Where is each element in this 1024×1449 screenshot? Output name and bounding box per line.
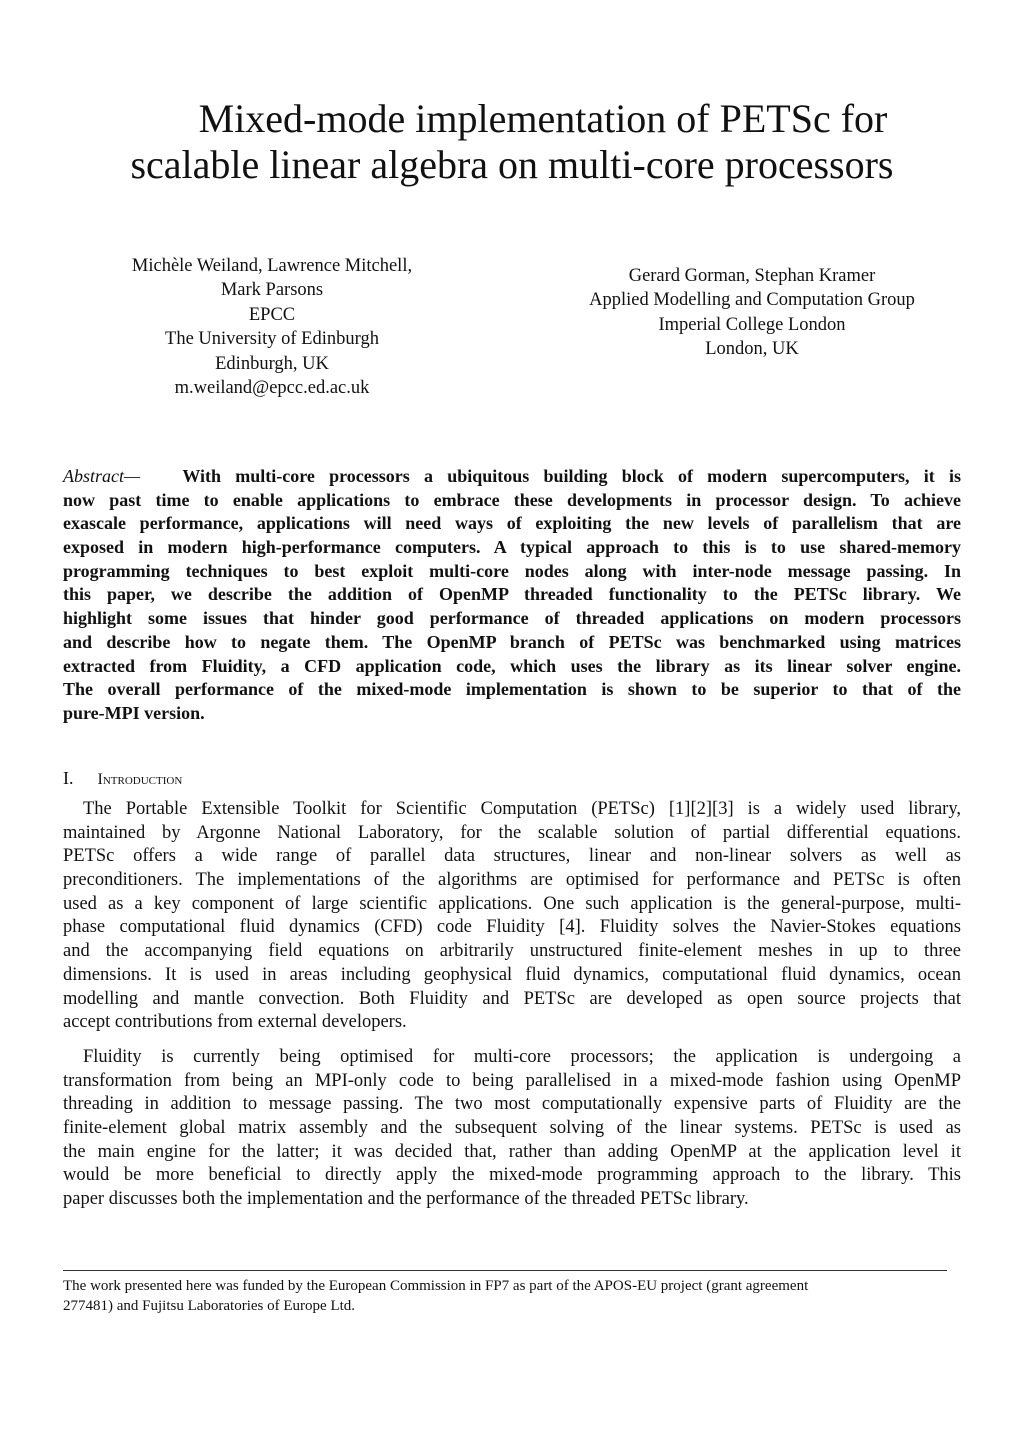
abstract-line: now past time to enable applications to embrace these developments in processor design. To achieve xyxy=(63,489,961,510)
affiliation-line: Imperial College London xyxy=(658,314,846,335)
text-line: accept contributions from external developers. xyxy=(63,1012,407,1033)
abstract-line: The overall performance of the mixed-mode implementation is shown to be superior to that of the xyxy=(63,679,961,700)
abstract xyxy=(63,465,961,726)
paper-title-line-1: Mixed-mode implementation of PETSc for xyxy=(198,96,888,141)
footnote xyxy=(63,1276,947,1316)
affiliation-line: Applied Modelling and Computation Group xyxy=(589,290,915,311)
footnote-line: 277481) and Fujitsu Laboratories of Europe Ltd. xyxy=(63,1298,356,1314)
author-line: Mark Parsons xyxy=(220,280,324,301)
text-line: preconditioners. The implementations of the algorithms are optimised for performance and PETSc is often xyxy=(63,870,961,891)
abstract-line: programming techniques to best exploit multi-core nodes along with inter-node message passing. In xyxy=(63,560,961,581)
text-line: modelling and mantle convection. Both Fluidity and PETSc are developed as open source projects that xyxy=(63,988,961,1009)
text-line: phase computational fluid dynamics (CFD) code Fluidity [4]. Fluidity solves the Navier-Stokes equations xyxy=(63,917,961,938)
text-line: the main engine for the latter; it was decided that, rather than adding OpenMP at the application level it xyxy=(63,1141,961,1162)
text-line: dimensions. It is used in areas including geophysical fluid dynamics, computational fluid dynamics, ocean xyxy=(63,964,961,985)
paper-title-line-2: scalable linear algebra on multi-core processors xyxy=(130,142,894,187)
authors-left xyxy=(112,254,432,400)
authors-right xyxy=(552,264,952,362)
footnote-line: The work presented here was funded by the European Commission in FP7 as part of the APOS-EU project (grant agreement xyxy=(63,1278,809,1294)
abstract-line: this paper, we describe the addition of OpenMP threaded functionality to the PETSc library. We xyxy=(63,584,961,605)
text-line: PETSc offers a wide range of parallel data structures, linear and non-linear solvers as well as xyxy=(63,846,961,867)
author-line: Gerard Gorman, Stephan Kramer xyxy=(628,266,876,286)
text-line: The Portable Extensible Toolkit for Scientific Computation (PETSc) [1][2][3] is a widely used library, xyxy=(83,799,961,819)
affiliation-line: London, UK xyxy=(705,339,799,360)
abstract-line: exascale performance, applications will need ways of exploiting the new levels of parallelism that are xyxy=(63,513,961,534)
text-line: and the accompanying field equations on arbitrarily unstructured finite-element meshes in up to three xyxy=(63,941,961,962)
affiliation-line: The University of Edinburgh xyxy=(165,329,379,350)
abstract-line: exposed in modern high-performance computers. A typical approach to this is to use shared-memory xyxy=(63,537,961,558)
text-line: finite-element global matrix assembly and the subsequent solving of the linear systems. PETSc is used as xyxy=(63,1118,961,1139)
affiliation-line: EPCC xyxy=(248,304,296,325)
section-number: I. xyxy=(63,768,74,788)
affiliation-line: Edinburgh, UK xyxy=(215,353,329,374)
section-title: Introduction xyxy=(97,771,183,788)
text-line: used as a key component of large scientific applications. One such application is the general-purpose, multi- xyxy=(63,893,961,914)
text-line: maintained by Argonne National Laboratory, for the scalable solution of partial differential equations. xyxy=(63,822,961,843)
text-line: paper discusses both the implementation and the performance of the threaded PETSc library. xyxy=(63,1189,749,1210)
text-line: Fluidity is currently being optimised for multi-core processors; the application is undergoing a xyxy=(83,1047,961,1067)
abstract-label: Abstract— xyxy=(63,466,141,486)
abstract-line: highlight some issues that hinder good performance of threaded applications on modern processors xyxy=(63,608,961,629)
text-line: transformation from being an MPI-only code to being parallelised in a mixed-mode fashion using OpenMP xyxy=(63,1070,961,1091)
abstract-line: extracted from Fluidity, a CFD application code, which uses the library as its linear solver engine. xyxy=(63,655,961,676)
abstract-line: With multi-core processors a ubiquitous building block of modern supercomputers, it is xyxy=(182,466,961,486)
abstract-line: and describe how to negate them. The OpenMP branch of PETSc was benchmarked using matrices xyxy=(63,631,961,652)
text-line: would be more beneficial to directly apply the mixed-mode programming approach to the library. This xyxy=(63,1165,961,1186)
abstract-line: pure-MPI version. xyxy=(63,702,205,723)
intro-paragraph-2 xyxy=(63,1046,961,1212)
text-line: threading in addition to message passing. The two most computationally expensive parts of Fluidity are the xyxy=(63,1094,961,1115)
section-heading xyxy=(63,768,182,789)
intro-paragraph-1 xyxy=(63,798,961,1035)
author-email: m.weiland@epcc.ed.ac.uk xyxy=(174,378,370,399)
footnote-divider xyxy=(63,1270,947,1271)
author-line: Michèle Weiland, Lawrence Mitchell, xyxy=(131,256,413,276)
